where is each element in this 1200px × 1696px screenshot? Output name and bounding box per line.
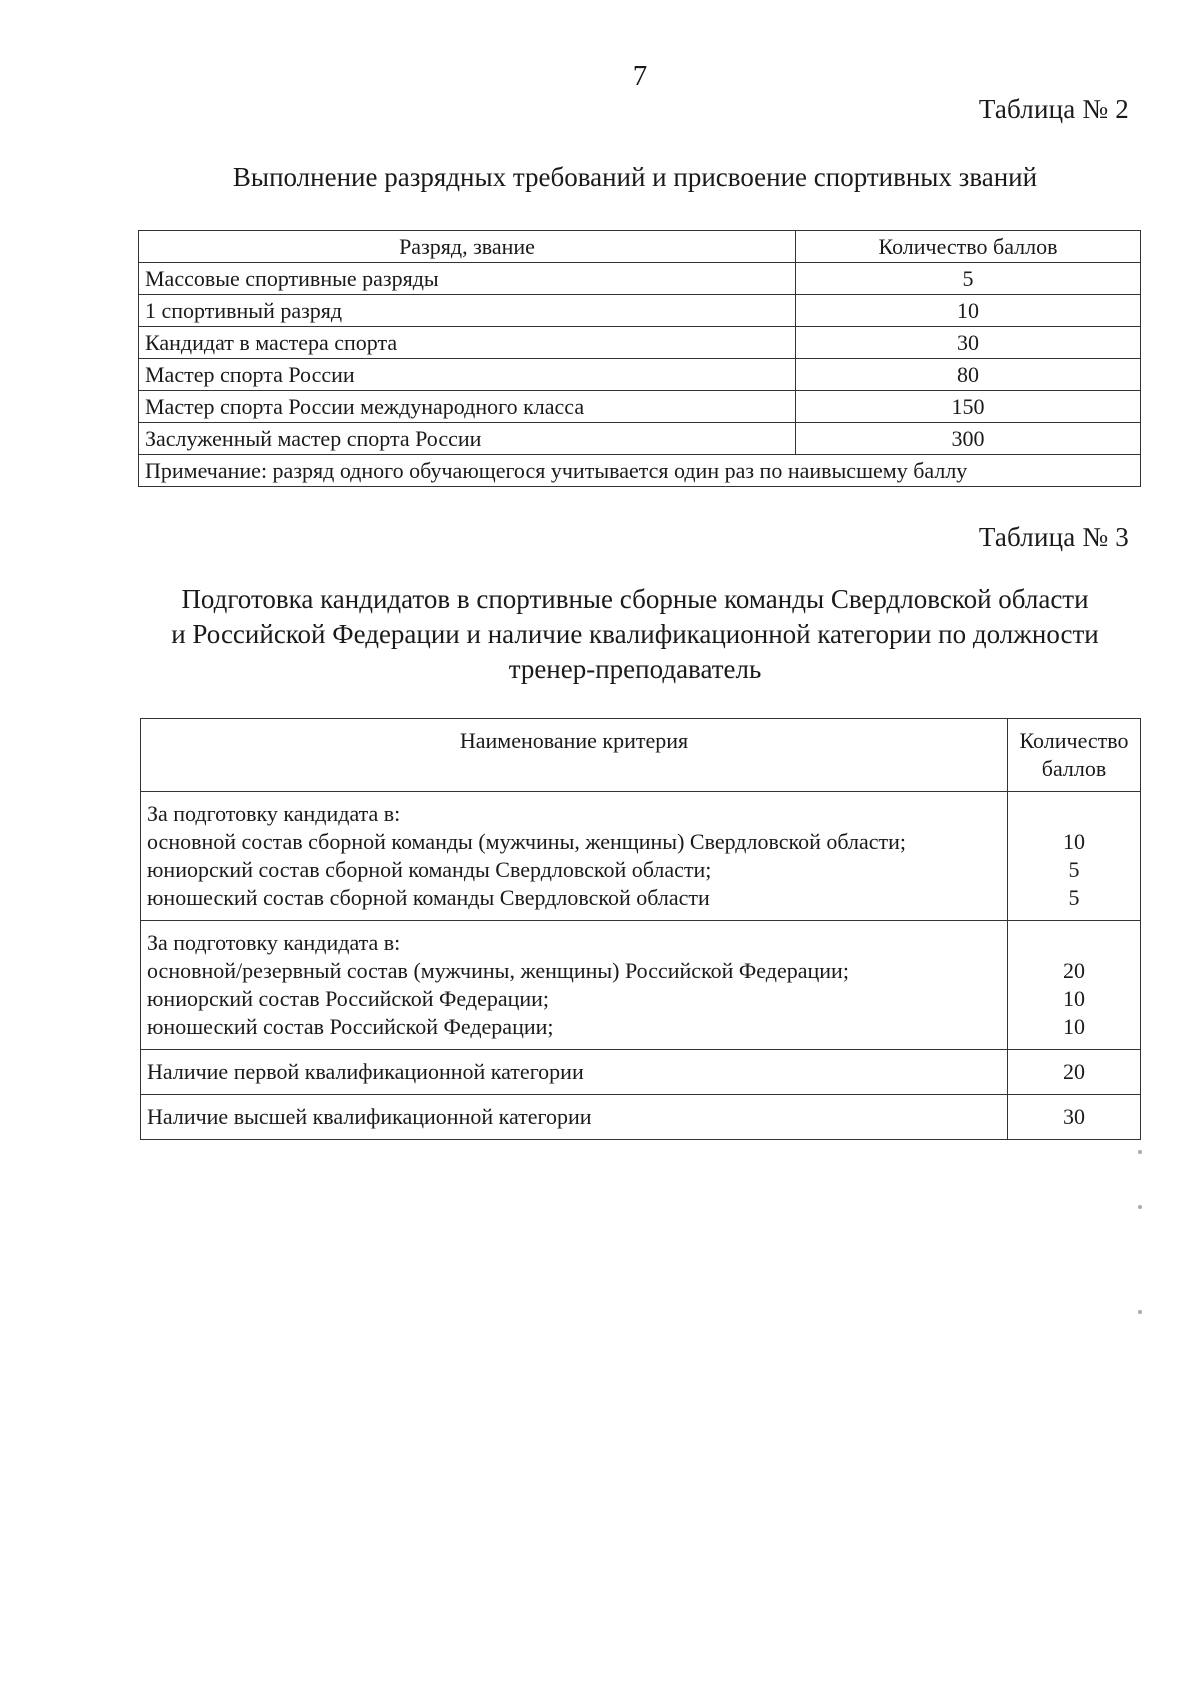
- table-2: [138, 230, 1141, 487]
- criterion-cell: [141, 921, 1008, 1050]
- points-value: 10: [1063, 986, 1085, 1011]
- header-line: Количество: [1019, 728, 1129, 753]
- criterion-intro: За подготовку кандидата в:: [147, 930, 401, 955]
- table-2-label: Таблица № 2: [978, 94, 1129, 124]
- points-cell: 30: [796, 327, 1141, 359]
- title-line: Подготовка кандидатов в спортивные сборные команды Свердловской области: [181, 584, 1089, 614]
- points-cell: 5: [796, 263, 1141, 295]
- table-row: [139, 327, 1141, 359]
- rank-cell: Заслуженный мастер спорта России: [139, 423, 796, 455]
- criterion-cell: Наличие первой квалификационной категории: [141, 1050, 1008, 1095]
- table-2-title: Выполнение разрядных требований и присвоение спортивных званий: [232, 162, 1038, 192]
- rank-cell: Мастер спорта России: [139, 359, 796, 391]
- table-row: [139, 295, 1141, 327]
- table-row: [141, 1095, 1141, 1140]
- table-note: Примечание: разряд одного обучающегося учитывается один раз по наивысшему баллу: [139, 455, 1141, 487]
- rank-cell: 1 спортивный разряд: [139, 295, 796, 327]
- column-header-criterion: Наименование критерия: [141, 719, 1008, 792]
- criterion-cell: Наличие высшей квалификационной категории: [141, 1095, 1008, 1140]
- column-header-rank: Разряд, звание: [139, 231, 796, 263]
- title-line: тренер-преподаватель: [508, 654, 762, 684]
- points-value: 10: [1063, 1014, 1085, 1039]
- points-cell: [1008, 792, 1141, 921]
- table-row: [139, 423, 1141, 455]
- points-value: 20: [1063, 958, 1085, 983]
- rank-cell: Кандидат в мастера спорта: [139, 327, 796, 359]
- criterion-cell: [141, 792, 1008, 921]
- points-value: 10: [1063, 829, 1085, 854]
- points-spacer: [1014, 929, 1134, 957]
- table-header-row: [141, 719, 1141, 792]
- rank-cell: Массовые спортивные разряды: [139, 263, 796, 295]
- points-cell: 30: [1008, 1095, 1141, 1140]
- criterion-item: основной/резервный состав (мужчины, женщины) Российской Федерации;: [147, 958, 849, 983]
- points-spacer: [1014, 800, 1134, 828]
- page-number: 7: [632, 60, 648, 92]
- table-header-row: [139, 231, 1141, 263]
- criterion-item: юниорский состав сборной команды Свердловской области;: [147, 857, 712, 882]
- points-cell: 150: [796, 391, 1141, 423]
- table-row: [139, 391, 1141, 423]
- points-cell: 80: [796, 359, 1141, 391]
- scan-speck: [1138, 1310, 1142, 1314]
- column-header-points: Количество баллов: [796, 231, 1141, 263]
- points-cell: 300: [796, 423, 1141, 455]
- table-row: [139, 359, 1141, 391]
- points-value: 5: [1068, 885, 1080, 910]
- rank-cell: Мастер спорта России международного класса: [139, 391, 796, 423]
- scan-speck: [1138, 1205, 1142, 1209]
- criterion-item: основной состав сборной команды (мужчины, женщины) Свердловской области;: [147, 829, 906, 854]
- points-cell: 10: [796, 295, 1141, 327]
- criterion-intro: За подготовку кандидата в:: [147, 801, 401, 826]
- table-3-title: [130, 582, 1140, 687]
- table-row: [141, 792, 1141, 921]
- scan-speck: [1138, 1150, 1142, 1154]
- table-3-label: Таблица № 3: [978, 522, 1129, 552]
- points-cell: [1008, 921, 1141, 1050]
- column-header-points: [1008, 719, 1141, 792]
- criterion-item: юниорский состав Российской Федерации;: [147, 986, 550, 1011]
- criterion-item: юношеский состав Российской Федерации;: [147, 1014, 554, 1039]
- header-line: баллов: [1041, 756, 1107, 781]
- table-row: [141, 1050, 1141, 1095]
- title-line: и Российской Федерации и наличие квалификационной категории по должности: [171, 619, 1099, 649]
- criterion-item: юношеский состав сборной команды Свердловской области: [147, 885, 710, 910]
- table-note-row: [139, 455, 1141, 487]
- table-row: [139, 263, 1141, 295]
- table-3: [140, 718, 1141, 1140]
- points-value: 5: [1068, 857, 1080, 882]
- table-row: [141, 921, 1141, 1050]
- points-cell: 20: [1008, 1050, 1141, 1095]
